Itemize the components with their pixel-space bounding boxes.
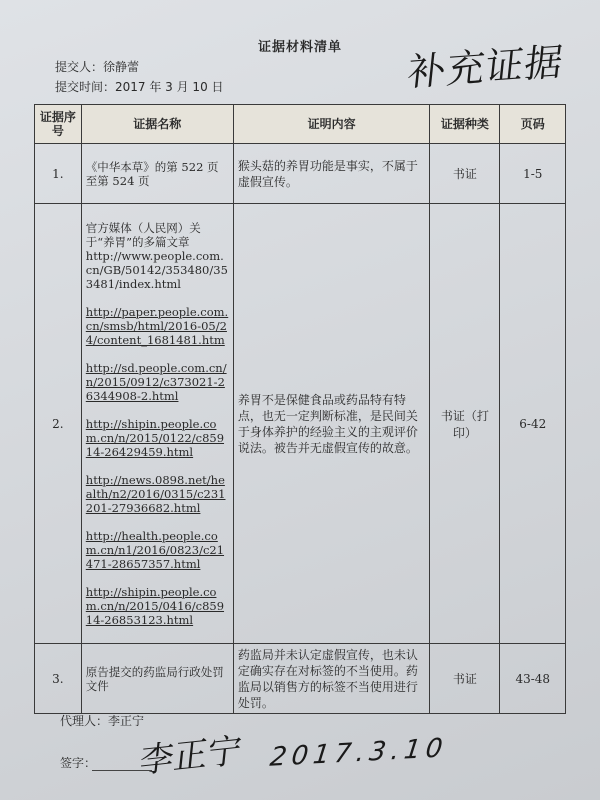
header-pages: 页码 <box>500 105 566 144</box>
row-3-name: 原告提交的药监局行政处罚文件 <box>81 644 233 714</box>
table-row <box>35 144 566 204</box>
row-2-type: 书证（打印） <box>430 204 500 644</box>
row-2-name <box>81 204 233 644</box>
row-2-first-url: http://www.people.com.cn/GB/50142/353480/353481/index.html <box>85 248 228 291</box>
row-2-num: 2. <box>35 204 82 644</box>
table-row <box>35 204 566 644</box>
row-3-proof: 药监局并未认定虚假宣传，也未认定确实存在对标签的不当使用。药监局以销售方的标签不当使用进行处罚。 <box>233 644 429 714</box>
row-1-name: 《中华本草》的第 522 页至第 524 页 <box>81 144 233 204</box>
row-2-pages: 6-42 <box>500 204 566 644</box>
handwritten-note: 补充证据 <box>405 39 566 95</box>
header-num: 证据序号 <box>35 105 82 144</box>
document-title: 证据材料清单 <box>257 40 342 55</box>
header-name: 证据名称 <box>81 105 233 144</box>
row-2-proof: 养胃不是保健食品或药品特有特点，也无一定判断标准，是民间关于身体养护的经验主义的主观评价说法。被告并无虚假宣传的故意。 <box>233 204 429 644</box>
row-1-pages: 1-5 <box>500 144 566 204</box>
row-2-url-4[interactable]: http://news.0898.net/health/n2/2016/0315/c231201-27936682.html <box>85 472 226 515</box>
row-1-type: 书证 <box>430 144 500 204</box>
handwritten-date: 2017.3.10 <box>268 733 450 773</box>
header-proof: 证明内容 <box>233 105 429 144</box>
row-2-url-2[interactable]: http://sd.people.com.cn/n/2015/0912/c373021-26344908-2.html <box>85 360 227 403</box>
evidence-table <box>34 104 566 714</box>
agent-line: 代理人：李正宁 <box>60 714 145 728</box>
handwritten-signature: 李正宁 <box>137 730 244 782</box>
row-2-url-1[interactable]: http://paper.people.com.cn/smsb/html/2016-05/24/content_1681481.htm <box>85 304 229 347</box>
row-3-num: 3. <box>35 644 82 714</box>
submitter-line: 提交人：徐静蕾 <box>55 60 140 74</box>
table-header-row <box>35 105 566 144</box>
row-1-num: 1. <box>35 144 82 204</box>
header-type: 证据种类 <box>430 105 500 144</box>
row-3-type: 书证 <box>430 644 500 714</box>
row-2-url-6[interactable]: http://shipin.people.com.cn/n/2015/0416/c85914-26853123.html <box>85 584 225 627</box>
row-3-pages: 43-48 <box>500 644 566 714</box>
submit-time-line: 提交时间：2017 年 3 月 10 日 <box>55 80 224 94</box>
row-1-proof: 猴头菇的养胃功能是事实，不属于虚假宣传。 <box>233 144 429 204</box>
table-row <box>35 644 566 714</box>
row-2-name-intro: 官方媒体（人民网）关于“养胃”的多篇文章 <box>85 220 201 249</box>
sign-label: 签字： <box>60 756 97 770</box>
row-2-url-5[interactable]: http://health.people.com.cn/n1/2016/0823/c21471-28657357.html <box>85 528 225 571</box>
row-2-url-3[interactable]: http://shipin.people.com.cn/n/2015/0122/c85914-26429459.html <box>85 416 225 459</box>
